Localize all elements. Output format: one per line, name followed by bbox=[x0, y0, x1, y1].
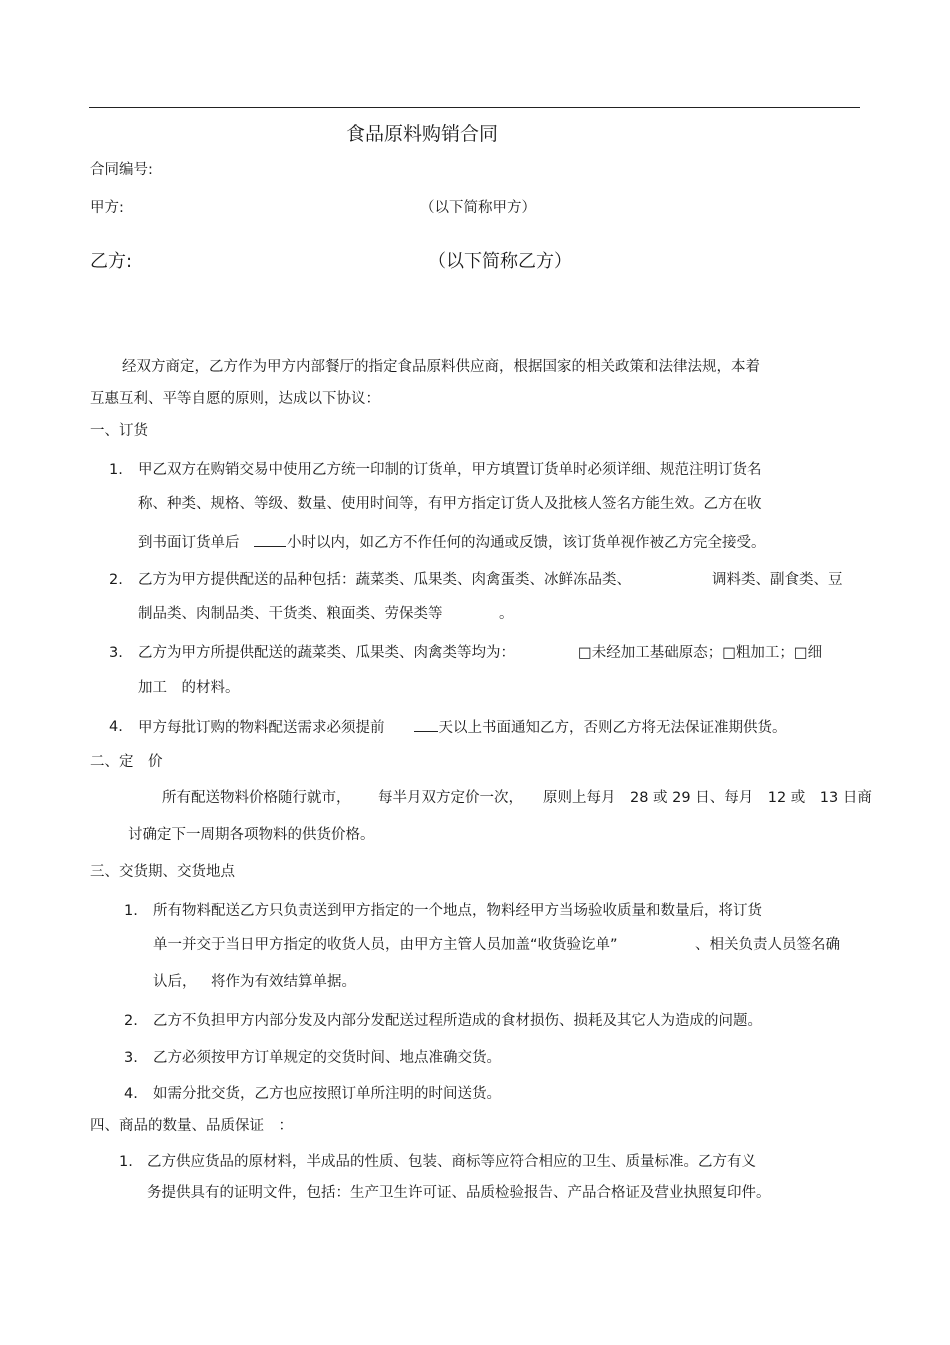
s2-line-1-c: 原则上每月 28 或 29 日、每月 12 或 13 日商 bbox=[543, 790, 872, 806]
s2-line-2: 讨确定下一周期各项物料的供货价格。 bbox=[128, 827, 375, 843]
s1-item-1-number: 1. bbox=[109, 462, 123, 478]
s1-item-2-number: 2. bbox=[109, 572, 123, 588]
hours-blank bbox=[254, 533, 286, 547]
section-1-heading: 一、订货 bbox=[90, 423, 148, 439]
s3-item-2-line-1: 乙方不负担甲方内部分发及内部分发配送过程所造成的食材损伤、损耗及其它人为造成的问题。 bbox=[153, 1013, 762, 1029]
s1-item-4-line-1-a: 甲方每批订购的物料配送需求必须提前 bbox=[138, 720, 385, 736]
s1-item-2-line-2-b: 。 bbox=[499, 606, 514, 622]
document-title: 食品原料购销合同 bbox=[346, 123, 499, 145]
s1-item-3-line-1-a: 乙方为甲方所提供配送的蔬菜类、瓜果类、肉禽类等均为： bbox=[138, 645, 515, 661]
s1-item-2-line-2-a: 制品类、肉制品类、干货类、粮面类、劳保类等 bbox=[138, 606, 443, 622]
s1-item-1-line-2: 称、种类、规格、等级、数量、使用时间等，有甲方指定订货人及批核人签名方能生效。乙方在收 bbox=[138, 496, 762, 512]
s1-item-3-line-2: 加工 的材料。 bbox=[138, 680, 240, 696]
s3-item-4-number: 4. bbox=[124, 1086, 138, 1102]
section-4-heading-text: 四、商品的数量、品质保证 bbox=[90, 1118, 264, 1134]
s1-item-1-line-1: 甲乙双方在购销交易中使用乙方统一印制的订货单，甲方填置订货单时必须详细、规范注明订货名 bbox=[138, 462, 762, 478]
s1-item-2-line-1-a: 乙方为甲方提供配送的品种包括：蔬菜类、瓜果类、肉禽蛋类、冰鲜冻品类、 bbox=[138, 572, 631, 588]
s3-item-1-line-2-a: 单一并交于当日甲方指定的收货人员，由甲方主管人员加盖“收货验讫单” bbox=[153, 937, 618, 953]
s1-item-4-line-1-b: 天以上书面通知乙方，否则乙方将无法保证准期供货。 bbox=[438, 720, 787, 736]
s1-item-4-line-1 bbox=[138, 718, 787, 737]
s4-item-1-number: 1. bbox=[119, 1154, 133, 1170]
s1-item-1-line-3-b: 小时以内，如乙方不作任何的沟通或反馈，该订货单视作被乙方完全接受。 bbox=[287, 535, 766, 551]
s3-item-1-number: 1. bbox=[124, 903, 138, 919]
header-rule bbox=[89, 107, 860, 108]
party-a-alias: （以下简称甲方） bbox=[420, 200, 536, 216]
intro-line-2: 互惠互利、平等自愿的原则，达成以下协议： bbox=[90, 391, 380, 407]
party-b-alias: （以下简称乙方） bbox=[428, 251, 572, 272]
s4-item-1-line-2: 务提供具有的证明文件，包括：生产卫生许可证、品质检验报告、产品合格证及营业执照复印件。 bbox=[147, 1185, 771, 1201]
s1-item-3-line-1-b: □未经加工基础原态；□粗加工；□细 bbox=[578, 645, 823, 661]
s3-item-1-line-3-a: 认后， bbox=[153, 974, 197, 990]
s3-item-3-line-1: 乙方必须按甲方订单规定的交货时间、地点准确交货。 bbox=[153, 1050, 501, 1066]
s1-item-4-number: 4. bbox=[109, 719, 123, 735]
s1-item-2-line-1-b: 调料类、副食类、豆 bbox=[712, 572, 843, 588]
s1-item-1-line-3 bbox=[138, 533, 766, 552]
s3-item-1-line-2-b: 、相关负责人员签名确 bbox=[695, 937, 840, 953]
section-4-heading-colon: ： bbox=[278, 1118, 293, 1134]
s1-item-1-line-3-a: 到书面订货单后 bbox=[138, 535, 240, 551]
section-4-heading bbox=[90, 1117, 293, 1135]
s3-item-4-line-1: 如需分批交货，乙方也应按照订单所注明的时间送货。 bbox=[153, 1086, 501, 1102]
contract-number-label: 合同编号: bbox=[90, 162, 153, 178]
days-blank bbox=[414, 718, 438, 732]
section-2-heading: 二、定 价 bbox=[90, 754, 163, 770]
s3-item-1-line-1: 所有物料配送乙方只负责送到甲方指定的一个地点，物料经甲方当场验收质量和数量后，将订货 bbox=[153, 903, 762, 919]
party-b-label: 乙方: bbox=[90, 251, 133, 272]
party-a-label: 甲方: bbox=[90, 200, 124, 216]
s2-line-1-a: 所有配送物料价格随行就市， bbox=[162, 790, 351, 806]
intro-line-1: 经双方商定，乙方作为甲方内部餐厅的指定食品原料供应商，根据国家的相关政策和法律法规，本着 bbox=[122, 359, 760, 375]
s1-item-3-number: 3. bbox=[109, 645, 123, 661]
s3-item-1-line-3-b: 将作为有效结算单据。 bbox=[211, 974, 356, 990]
s3-item-3-number: 3. bbox=[124, 1050, 138, 1066]
s4-item-1-line-1: 乙方供应货品的原材料，半成品的性质、包装、商标等应符合相应的卫生、质量标准。乙方有义 bbox=[147, 1154, 756, 1170]
s2-line-1-b: 每半月双方定价一次， bbox=[378, 790, 523, 806]
s3-item-2-number: 2. bbox=[124, 1013, 138, 1029]
section-3-heading: 三、交货期、交货地点 bbox=[90, 864, 235, 880]
